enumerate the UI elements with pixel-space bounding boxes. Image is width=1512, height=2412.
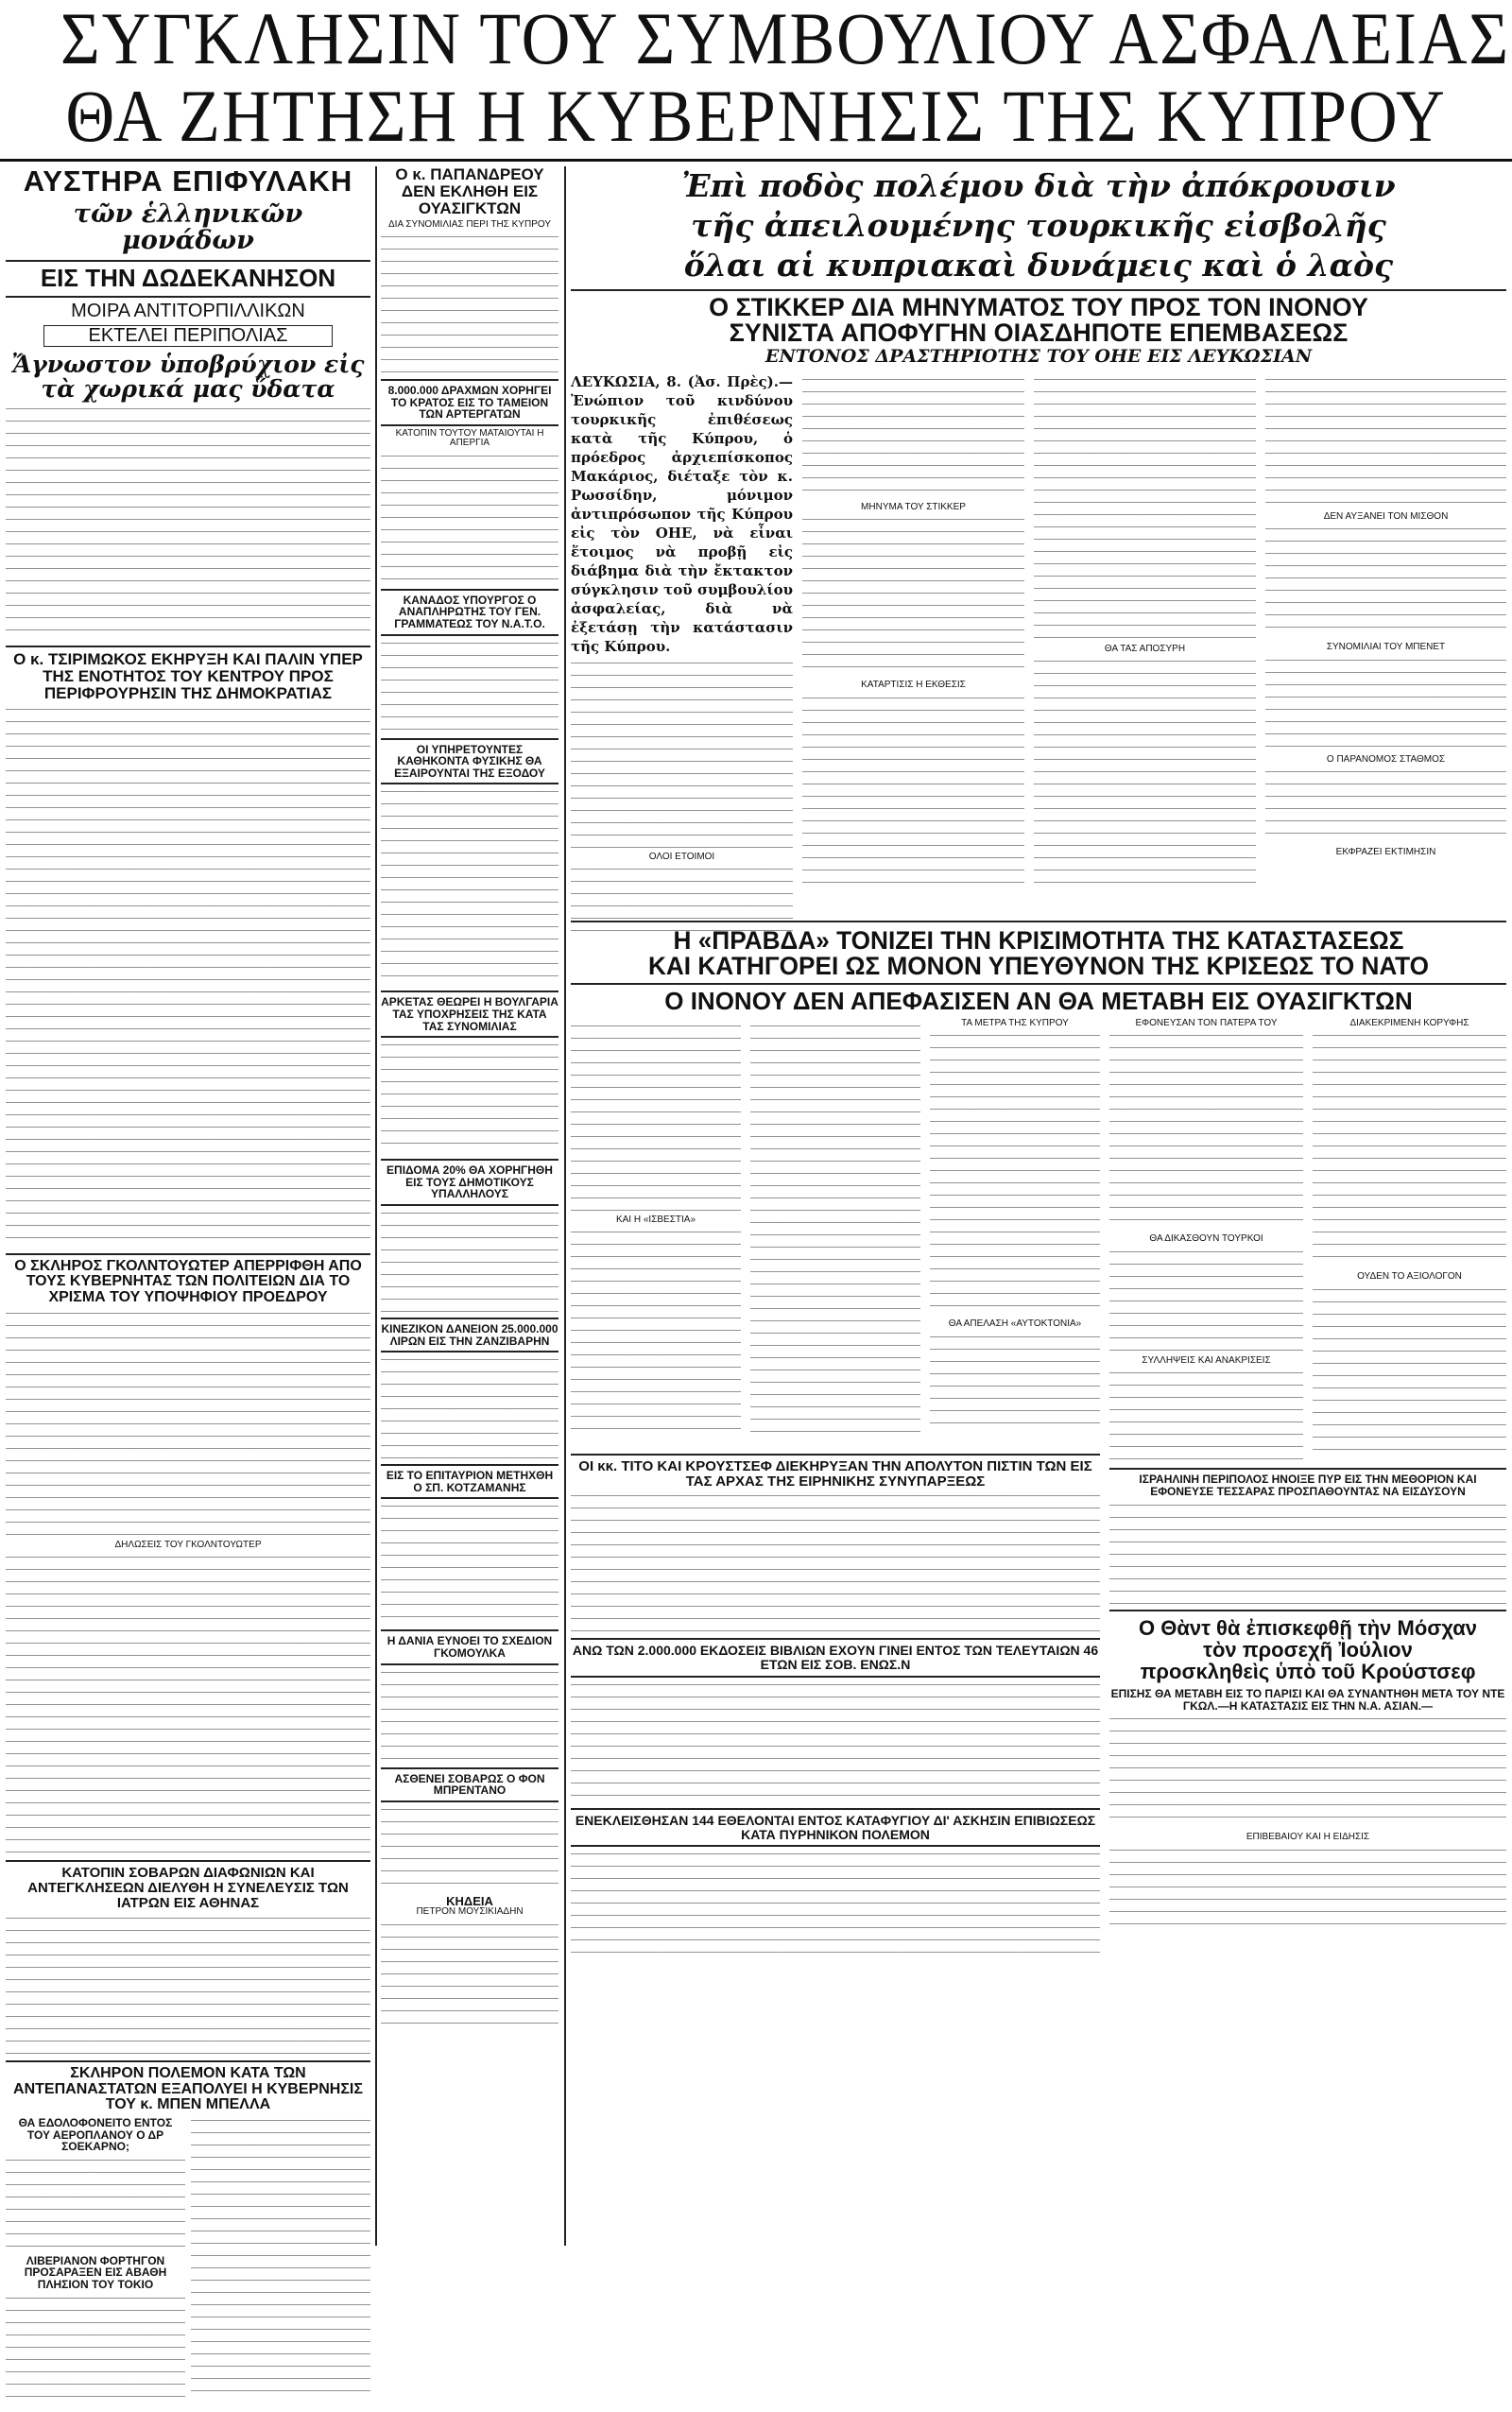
separator: [6, 646, 370, 647]
article-text: [571, 1023, 741, 1212]
subhead: ΟΛΟΙ ΕΤΟΙΜΟΙ: [648, 851, 715, 862]
mid-story-2-sub: ΚΑΤΟΠΙΝ ΤΟΥΤΟΥ ΜΑΤΑΙΟΥΤΑΙ Η ΑΠΕΡΓΙΑ: [395, 427, 544, 449]
mid-headline-2: ΔΙΑ ΣΥΝΟΜΙΛΙΑΣ ΠΕΡΙ ΤΗΣ ΚΥΠΡΟΥ: [388, 218, 551, 230]
left-story-3-subhead: ΔΗΛΩΣΕΙΣ ΤΟΥ ΓΚΟΛΝΤΟΥΩΤΕΡ: [114, 1539, 262, 1550]
article-text: [1034, 658, 1256, 894]
masthead-rule: [0, 159, 1512, 162]
mid-story-9-title: Η ΔΑΝΙΑ ΕΥΝΟΕΙ ΤΟ ΣΧΕΔΙΟΝ ΓΚΟΜΟΥΛΚΑ: [381, 1629, 558, 1664]
lower-right-columns: [571, 1019, 1506, 1968]
article-text: [381, 233, 558, 375]
right-title-1: Ἐπὶ ποδὸς πολέμου διὰ τὴν ἀπόκρουσιν: [681, 167, 1396, 204]
inonu-banner: Ο ΙΝΟΝΟΥ ΔΕΝ ΑΠΕΦΑΣΙΣΕΝ ΑΝ ΘΑ ΜΕΤΑΒΗ ΕΙΣ ΟΥΑΣΙΓΚΤΩΝ: [664, 986, 1413, 1015]
article-text: [381, 1042, 558, 1155]
left-headline-3: ΕΙΣ ΤΗΝ ΔΩΔΕΚΑΝΗΣΟΝ: [6, 260, 370, 297]
article-text: [6, 405, 370, 642]
article-text: [191, 2117, 370, 2401]
left-story-2-title: Ο κ. ΤΣΙΡΙΜΩΚΟΣ ΕΚΗΡΥΞΗ ΚΑΙ ΠΑΛΙΝ ΥΠΕΡ ΤΗΣ ΕΝΟΤΗΤΟΣ ΤΟΥ ΚΕΝΤΡΟΥ ΠΡΟΣ ΠΕΡΙΦΡΟΥΡΗΣΙΝ ΤΗΣ ΔΗΜΟΚΡΑΤΙΑΣ: [13, 650, 363, 702]
subhead: ΚΑΤΑΡΤΙΣΙΣ Η ΕΚΘΕΣΙΣ: [861, 680, 966, 691]
subhead: ΔΕΝ ΑΥΞΑΝΕΙ ΤΟΝ ΜΙΣΘΟΝ: [1323, 510, 1449, 522]
right-banner-1: Ο ΣΤΙΚΚΕΡ ΔΙΑ ΜΗΝΥΜΑΤΟΣ ΤΟΥ ΠΡΟΣ ΤΟΝ ΙΝΟΝΟΥ: [709, 293, 1368, 321]
separator: [6, 1253, 370, 1255]
mid-story-11-title: ΚΗΔΕΙΑ: [446, 1893, 493, 1908]
subhead: ΘΑ ΔΙΚΑΣΘΟΥΝ ΤΟΥΡΚΟΙ: [1149, 1233, 1263, 1245]
shelter-title: ΕΝΕΚΛΕΙΣΘΗΣΑΝ 144 ΕΘΕΛΟΝΤΑΙ ΕΝΤΟΣ ΚΑΤΑΦΥΓΙΟΥ ΔΙ' ΑΣΚΗΣΙΝ ΕΠΙΒΙΩΣΕΩΣ ΚΑΤΑ ΠΥΡΗΝΙΚΟΝ ΠΟΛΕΜΟΝ: [571, 1808, 1100, 1847]
column-divider: [375, 166, 377, 2246]
article-text: [1109, 1847, 1506, 1932]
subhead: ΣΥΝΟΜΙΛΙΑΙ ΤΟΥ ΜΠΕΝΕΤ: [1326, 642, 1446, 653]
left-story-7-title: ΛΙΒΕΡΙΑΝΟΝ ΦΟΡΤΗΓΟΝ ΠΡΟΣΑΡΑΞΕΝ ΕΙΣ ΑΒΑΘΗ ΠΛΗΣΙΟΝ ΤΟΥ ΤΟΚΙΟ: [24, 2253, 167, 2292]
lede-paragraph: ΛΕΥΚΩΣΙΑ, 8. (Ἀσ. Πρὲς).— Ἐνώπιον τοῦ κινδύνου τουρκικῆς ἐπιθέσεως κατὰ τῆς Κύπρου, ὁ πρόεδρος ἀρχιεπίσκοπος Μακάριος, διέταξε τὸν κ. Ρωσσίδην, μόνιμον ἀντιπρόσωπον τῆς Κύπρου εἰς τὸν ΟΗΕ, νὰ εἶναι ἕτοιμος νὰ προβῇ εἰς διάβημα διὰ τὴν ἔκτακτον σύγκλησιν τοῦ συμβουλίου ἀσφαλείας, διὰ νὰ ἐξετάσῃ τὴν κατάστασιν τῆς Κύπρου.: [571, 372, 793, 655]
article-text: [381, 1806, 558, 1891]
left-headline-6: Ἄγνωστον ὑποβρύχιον εἰς τὰ χωρικά μας ὕδατα: [11, 350, 365, 403]
article-text: [571, 660, 793, 849]
subhead: ΤΑ ΜΕΤΡΑ ΤΗΣ ΚΥΠΡΟΥ: [961, 1017, 1069, 1028]
separator: [6, 1860, 370, 1862]
thant-subtitle: ΕΠΙΣΗΣ ΘΑ ΜΕΤΑΒΗ ΕΙΣ ΤΟ ΠΑΡΙΣΙ ΚΑΙ ΘΑ ΣΥΝΑΝΤΗΘΗ ΜΕΤΑ ΤΟΥ ΝΤΕ ΓΚΩΛ.—Η ΚΑΤΑΣΤΑΣΙΣ ΕΙΣ ΤΗΝ Ν.Α. ΑΣΙΑΝ.—: [1110, 1686, 1505, 1713]
article-text: [1109, 1715, 1506, 1829]
left-headline-1: ΑΥΣΤΗΡΑ ΕΠΙΦΥΛΑΚΗ: [23, 164, 353, 198]
right-section: [571, 166, 1506, 2253]
left-column: [6, 164, 370, 2292]
article-text: [802, 516, 1024, 677]
mid-story-8-title: ΕΙΣ ΤΟ ΕΠΙΤΑΥΡΙΟΝ ΜΕΤΗΧΘΗ Ο ΣΠ. ΚΟΤΖΑΜΑΝΗΣ: [381, 1464, 558, 1499]
right-banner-2: ΣΥΝΙΣΤΑ ΑΠΟΦΥΓΗΝ ΟΙΑΣΔΗΠΟΤΕ ΕΠΕΜΒΑΣΕΩΣ: [729, 319, 1349, 347]
article-text: [6, 1554, 370, 1856]
right-title-2: τῆς ἀπειλουμένης τουρκικῆς εἰσβολῆς: [691, 207, 1386, 244]
article-text: [1313, 1032, 1506, 1268]
middle-column: [381, 166, 558, 2253]
left-headline-5: ΕΚΤΕΛΕΙ ΠΕΡΙΠΟΛΙΑΣ: [43, 325, 333, 347]
subhead: Ο ΠΑΡΑΝΟΜΟΣ ΣΤΑΘΜΟΣ: [1326, 753, 1446, 765]
article-text: [381, 788, 558, 987]
article-text: [802, 376, 1024, 499]
article-text: [1265, 525, 1506, 639]
article-text: [1265, 376, 1506, 508]
article-text: [6, 1310, 370, 1537]
pravda-banner-1: Η «ΠΡΑΒΔΑ» ΤΟΝΙΖΕΙ ΤΗΝ ΚΡΙΣΙΜΟΤΗΤΑ ΤΗΣ ΚΑΤΑΣΤΑΣΕΩΣ: [673, 925, 1404, 955]
article-text: [1265, 768, 1506, 844]
left-story-5-title: ΣΚΛΗΡΟΝ ΠΟΛΕΜΟΝ ΚΑΤΑ ΤΩΝ ΑΝΤΕΠΑΝΑΣΤΑΤΩΝ ΕΞΑΠΟΛΥΕΙ Η ΚΥΒΕΡΝΗΣΙΣ ΤΟΥ κ. ΜΠΕΝ ΜΠΕΛΛΑ: [13, 2064, 363, 2113]
mid-story-10-title: ΑΣΘΕΝΕΙ ΣΟΒΑΡΩΣ Ο ΦΟΝ ΜΠΡΕΝΤΑΝΟ: [381, 1767, 558, 1802]
separator: [571, 1454, 1100, 1456]
pravda-banner-2: ΚΑΙ ΚΑΤΗΓΟΡΕΙ ΩΣ ΜΟΝΟΝ ΥΠΕΥΘΥΝΟΝ ΤΗΣ ΚΡΙΣΕΩΣ ΤΟ ΝΑΤΟ: [647, 951, 1430, 980]
masthead: [0, 0, 1512, 161]
article-text: [6, 2157, 185, 2251]
tito-khrushchev-title: ΟΙ κκ. ΤΙΤΟ ΚΑΙ ΚΡΟΥΣΤΣΕΦ ΔΙΕΚΗΡΥΞΑΝ ΤΗΝ ΑΠΟΛΥΤΟΝ ΠΙΣΤΙΝ ΤΩΝ ΕΙΣ ΤΑΣ ΑΡΧΑΣ ΤΗΣ ΕΙΡΗΝΙΚΗΣ ΣΥΝΥΠΑΡΞΕΩΣ: [578, 1457, 1092, 1490]
article-text: [381, 1210, 558, 1314]
headline-line-1: ΣΥΓΚΛΗΣΙΝ ΤΟΥ ΣΥΜΒΟΥΛΙΟΥ ΑΣΦΑΛΕΙΑΣ: [60, 0, 1510, 79]
subhead: ΕΚΦΡΑΖΕΙ ΕΚΤΙΜΗΣΙΝ: [1335, 847, 1436, 858]
thant-title-1: Ο Θὰντ θὰ ἐπισκεφθῇ τὴν Μόσχαν: [1139, 1615, 1477, 1640]
subhead: ΜΗΝΥΜΑ ΤΟΥ ΣΤΙΚΚΕΡ: [861, 501, 966, 512]
article-text: [1109, 1370, 1303, 1464]
article-text: [1313, 1286, 1506, 1456]
left-headline-4: ΜΟΙΡΑ ΑΝΤΙΤΟΡΠΙΛΛΙΚΩΝ: [71, 300, 305, 321]
article-text: [571, 1851, 1100, 1964]
article-text: [1034, 376, 1256, 641]
column-divider: [564, 166, 566, 2246]
right-title-3: ὅλαι αἱ κυπριακαὶ δυνάμεις καὶ ὁ λαὸς: [683, 247, 1394, 284]
subhead: ΘΑ ΤΑΣ ΑΠΟΣΥΡΗ: [1104, 643, 1186, 654]
separator: [1109, 1468, 1506, 1470]
article-text: [1109, 1032, 1303, 1231]
subhead: ΘΑ ΑΠΕΛΑΣΗ «ΑΥΤΟΚΤΟΝΙΑ»: [948, 1318, 1082, 1330]
article-text: [6, 1915, 370, 2057]
article-text: [381, 453, 558, 585]
article-text: [571, 1229, 741, 1437]
article-text: [750, 1023, 920, 1439]
left-headline-2: τῶν ἑλληνικῶν μονάδων: [73, 198, 303, 255]
books-title: ΑΝΩ ΤΩΝ 2.000.000 ΕΚΔΟΣΕΙΣ ΒΙΒΛΙΩΝ ΕΧΟΥΝ ΓΙΝΕΙ ΕΝΤΟΣ ΤΩΝ ΤΕΛΕΥΤΑΙΩΝ 46 ΕΤΩΝ ΕΙΣ ΣΟΒ. ΕΝΩΣ.Ν: [571, 1638, 1100, 1677]
israeli-patrol-title: ΙΣΡΑΗΛΙΝΗ ΠΕΡΙΠΟΛΟΣ ΗΝΟΙΞΕ ΠΥΡ ΕΙΣ ΤΗΝ ΜΕΘΟΡΙΟΝ ΚΑΙ ΕΦΟΝΕΥΣΕ ΤΕΣΣΑΡΑΣ ΠΡΟΣΠΑΘΟΥΝΤΑΣ ΝΑ ΕΙΣΔΥΣΟΥΝ: [1139, 1473, 1477, 1499]
article-text: [381, 1669, 558, 1764]
subhead: ΕΠΙΒΕΒΑΙΟΥ ΚΑΙ Η ΕΙΔΗΣΙΣ: [1246, 1832, 1370, 1843]
article-text: [6, 2295, 185, 2408]
article-text: [1265, 657, 1506, 751]
article-text: [1109, 1249, 1303, 1352]
subhead: ΟΥΔΕΝ ΤΟ ΑΞΙΟΛΟΓΟΝ: [1357, 1271, 1462, 1283]
article-text: [930, 1334, 1100, 1428]
article-text: [802, 695, 1024, 893]
subhead: ΕΦΟΝΕΥΣΑΝ ΤΟΝ ΠΑΤΕΡΑ ΤΟΥ: [1135, 1017, 1278, 1028]
mid-story-5-title: ΑΡΚΕΤΑΣ ΘΕΩΡΕΙ Η ΒΟΥΛΓΑΡΙΑ ΤΑΣ ΥΠΟΧΡΗΣΕΙΣ ΤΗΣ ΚΑΤΑ ΤΑΣ ΣΥΝΟΜΙΛΙΑΣ: [381, 991, 558, 1038]
separator: [571, 983, 1506, 985]
article-text: [571, 1681, 1100, 1804]
separator: [1109, 1610, 1506, 1611]
article-text: [1109, 1502, 1506, 1606]
article-text: [930, 1032, 1100, 1316]
thant-title-3: προσκληθεὶς ὑπὸ τοῦ Κρούστσεφ: [1140, 1659, 1476, 1683]
article-text: [6, 706, 370, 1249]
mid-story-4-title: ΟΙ ΥΠΗΡΕΤΟΥΝΤΕΣ ΚΑΘΗΚΟΝΤΑ ΦΥΣΙΚΗΣ ΘΑ ΕΞΑΙΡΟΥΝΤΑΙ ΤΗΣ ΕΞΟΔΟΥ: [381, 738, 558, 785]
article-text: [381, 1356, 558, 1460]
mid-story-11-sub: ΠΕΤΡΟΝ ΜΟΥΣΙΚΙΑΔΗΝ: [416, 1906, 524, 1918]
separator: [6, 2060, 370, 2062]
left-story-3-title: Ο ΣΚΛΗΡΟΣ ΓΚΟΛΝΤΟΥΩΤΕΡ ΑΠΕΡΡΙΦΘΗ ΑΠΟ ΤΟΥΣ ΚΥΒΕΡΝΗΤΑΣ ΤΩΝ ΠΟΛΙΤΕΙΩΝ ΔΙΑ ΤΟ ΧΡΙΣΜΑ ΤΟΥ ΥΠΟΨΗΦΙΟΥ ΠΡΟΕΔΡΟΥ: [14, 1257, 362, 1306]
mid-story-3-title: ΚΑΝΑΔΟΣ ΥΠΟΥΡΓΟΣ Ο ΑΝΑΠΛΗΡΩΤΗΣ ΤΟΥ ΓΕΝ. ΓΡΑΜΜΑΤΕΩΣ ΤΟΥ Ν.Α.Τ.Ο.: [381, 589, 558, 636]
thant-title-2: τὸν προσεχῆ Ἰούλιον: [1203, 1637, 1413, 1662]
separator: [571, 921, 1506, 922]
left-story-6-title: ΘΑ ΕΔΟΛΟΦΟΝΕΙΤΟ ΕΝΤΟΣ ΤΟΥ ΑΕΡΟΠΛΑΝΟΥ Ο ΔΡ ΣΟΕΚΑΡΝΟ;: [18, 2116, 173, 2154]
separator: [571, 289, 1506, 291]
subhead: ΔΙΑΚΕΚΡΙΜΕΝΗ ΚΟΡΥΦΗΣ: [1349, 1017, 1469, 1028]
subhead: ΚΑΙ Η «ΙΣΒΕΣΤΙΑ»: [615, 1214, 696, 1225]
mid-story-6-title: ΕΠΙΔΟΜΑ 20% ΘΑ ΧΟΡΗΓΗΘΗ ΕΙΣ ΤΟΥΣ ΔΗΜΟΤΙΚΟΥΣ ΥΠΑΛΛΗΛΟΥΣ: [381, 1159, 558, 1206]
subhead: ΣΥΛΛΗΨΕΙΣ ΚΑΙ ΑΝΑΚΡΙΣΕΙΣ: [1142, 1354, 1271, 1366]
right-banner-3: ΕΝΤΟΝΟΣ ΔΡΑΣΤΗΡΙΟΤΗΣ ΤΟΥ ΟΗΕ ΕΙΣ ΛΕΥΚΩΣΙΑΝ: [765, 346, 1313, 367]
mid-story-2-title: 8.000.000 ΔΡΑΧΜΩΝ ΧΟΡΗΓΕΙ ΤΟ ΚΡΑΤΟΣ ΕΙΣ ΤΟ ΤΑΜΕΙΟΝ ΤΩΝ ΑΡΤΕΡΓΑΤΩΝ: [381, 379, 558, 426]
headline-line-2: ΘΑ ΖΗΤΗΣΗ Η ΚΥΒΕΡΝΗΣΙΣ ΤΗΣ ΚΥΠΡΟΥ: [65, 75, 1447, 157]
article-text: [381, 1921, 558, 2025]
article-text: [381, 1503, 558, 1626]
left-story-4-title: ΚΑΤΟΠΙΝ ΣΟΒΑΡΩΝ ΔΙΑΦΩΝΙΩΝ ΚΑΙ ΑΝΤΕΓΚΛΗΣΕΩΝ ΔΙΕΛΥΘΗ Η ΣΥΝΕΛΕΥΣΙΣ ΤΩΝ ΙΑΤΡΩΝ ΕΙΣ ΑΘΗΝΑΣ: [27, 1865, 349, 1911]
mid-headline-1: Ο κ. ΠΑΠΑΝΔΡΕΟΥ ΔΕΝ ΕΚΛΗΘΗ ΕΙΣ ΟΥΑΣΙΓΚΤΩΝ: [395, 165, 544, 217]
article-text: [381, 640, 558, 734]
article-text: [571, 1492, 1100, 1634]
upper-right-columns: [571, 372, 1506, 921]
mid-story-7-title: ΚΙΝΕΖΙΚΟΝ ΔΑΝΕΙΟΝ 25.000.000 ΛΙΡΩΝ ΕΙΣ ΤΗΝ ΖΑΝΖΙΒΑΡΗΝ: [381, 1318, 558, 1352]
